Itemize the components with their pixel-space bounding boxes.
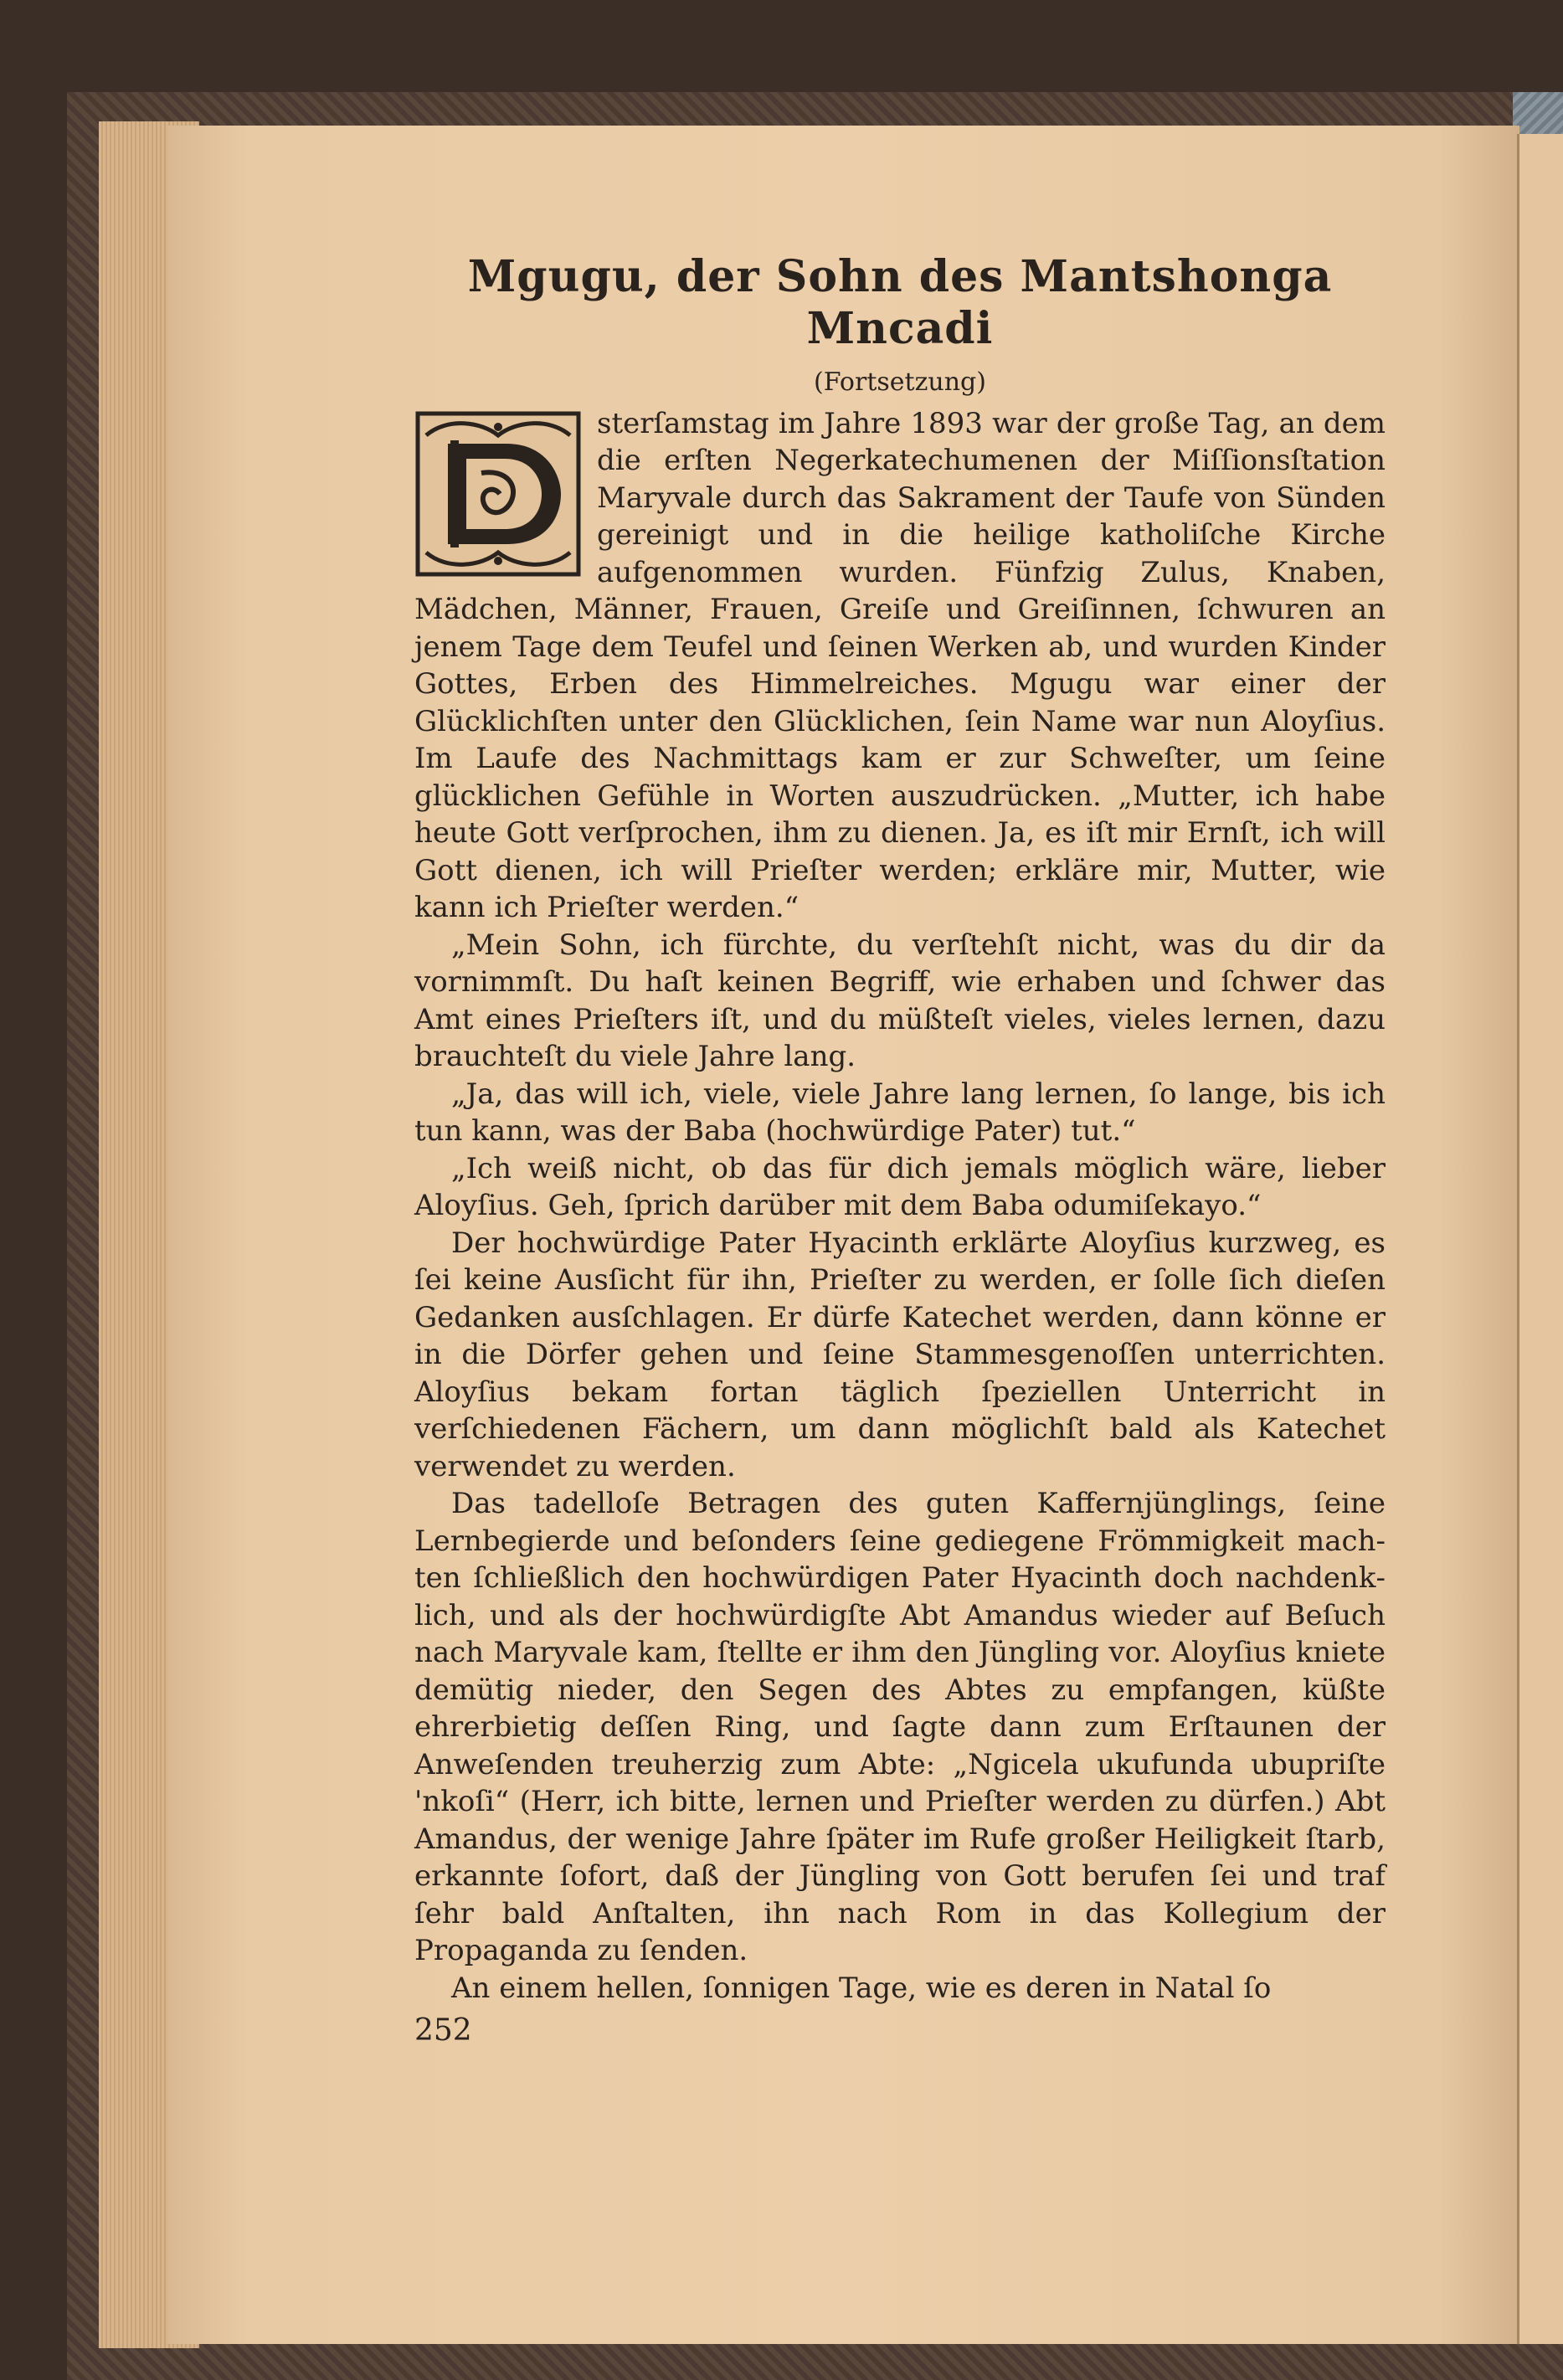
article-title: Mgugu, der Sohn des Mantshonga Mncadi xyxy=(467,251,1333,355)
article-subtitle: (Fortsetzung) xyxy=(814,367,986,397)
paragraph: sterſamstag im Jahre 1893 war der große Tag, an dem die erſten Negerkatechumenen der Miſſionsſtation Maryvale durch das Sakrament der Taufe von Sünden gereinigt und in die heilige katholiſche Kirche aufgenommen wurden. Fünfzig Zulus, Knaben, Mädchen, Männer, Frauen, Greiſe und Greiſinnen, ſchwuren an jenem Tage dem Teufel und ſeinen Werken ab, und wurden Kinder Gottes, Erben des Himmelreiches. Mgugu war einer der Glücklichſten unter den Glücklichen, ſein Name war nun Aloyſius. Im Laufe des Nachmittags kam er zur Schweſter, um ſeine glücklichen Gefühle in Worten auszudrücken. „Mutter, ich habe heute Gott verſprochen, ihm zu dienen. Ja, es iſt mir Ernſt, ich will Gott dienen, ich will Prieſter werden; erkläre mir, Mutter, wie kann ich Prieſter werden.“ xyxy=(414,406,1386,925)
page-number: 252 xyxy=(414,2013,472,2048)
next-page-edge xyxy=(1517,134,1563,2344)
paragraph: „Ich weiß nicht, ob das für dich jemals möglich wäre, lieber Aloyſius. Geh, ſprich darüber mit dem Baba odumiſekayo.“ xyxy=(414,1151,1386,1223)
paragraph: „Ja, das will ich, viele, viele Jahre lang lernen, ſo lange, bis ich tun kann, was der Baba (hochwürdige Pater) tut.“ xyxy=(414,1077,1386,1149)
paragraph: Der hochwürdige Pater Hyacinth erklärte Aloyſius kurzweg, es ſei keine Ausſicht für ihn, Prieſter zu werden, er ſolle ſich dieſen Gedanken ausſchlagen. Er dürfe Katechet werden, dann könne er in die Dörfer gehen und ſeine Stammesgenoſſen unterrichten. Aloyſius bekam fortan täglich ſpeziellen Unterricht in verſchiedenen Fächern, um dann möglichſt bald als Katechet verwendet zu werden. xyxy=(414,1226,1386,1483)
ornamental-initial xyxy=(414,410,582,578)
page-content xyxy=(414,251,1386,2048)
paragraph: Das tadelloſe Betragen des guten Kaffernjünglings, ſeine Lernbegierde und beſonders ſeine gediegene Frömmigkeit machten ſchließlich den hochwürdigen Pater Hyacinth doch nachdenklich, und als der hochwürdigſte Abt Amandus wieder auf Beſuch nach Maryvale kam, ſtellte er ihm den Jüngling vor. Aloyſius kniete demütig nieder, den Segen des Abtes zu empfangen, küßte ehrerbietig deſſen Ring, und ſagte dann zum Erſtaunen der Anweſenden treuherzig zum Abte: „Ngicela ukufunda ubupriſte 'nkoſi“ (Herr, ich bitte, lernen und Prieſter werden zu dürfen.) Abt Amandus, der wenige Jahre ſpäter im Rufe großer Heiligkeit ſtarb, erkannte ſofort, daß der Jüngling von Gott berufen ſei und traf ſehr bald Anſtalten, ihn nach Rom in das Kollegium der Propaganda zu ſenden. xyxy=(414,1487,1386,1968)
paragraph: „Mein Sohn, ich fürchte, du verſtehſt nicht, was du dir da vornimmſt. Du haſt keinen Begriff, wie erhaben und ſchwer das Amt eines Prieſters iſt, und du müßteſt vieles, vieles lernen, dazu brauchteſt du viele Jahre lang. xyxy=(414,928,1386,1074)
article-body xyxy=(414,405,1386,2007)
paragraph: An einem hellen, ſonnigen Tage, wie es deren in Natal ſo xyxy=(451,1971,1272,2005)
